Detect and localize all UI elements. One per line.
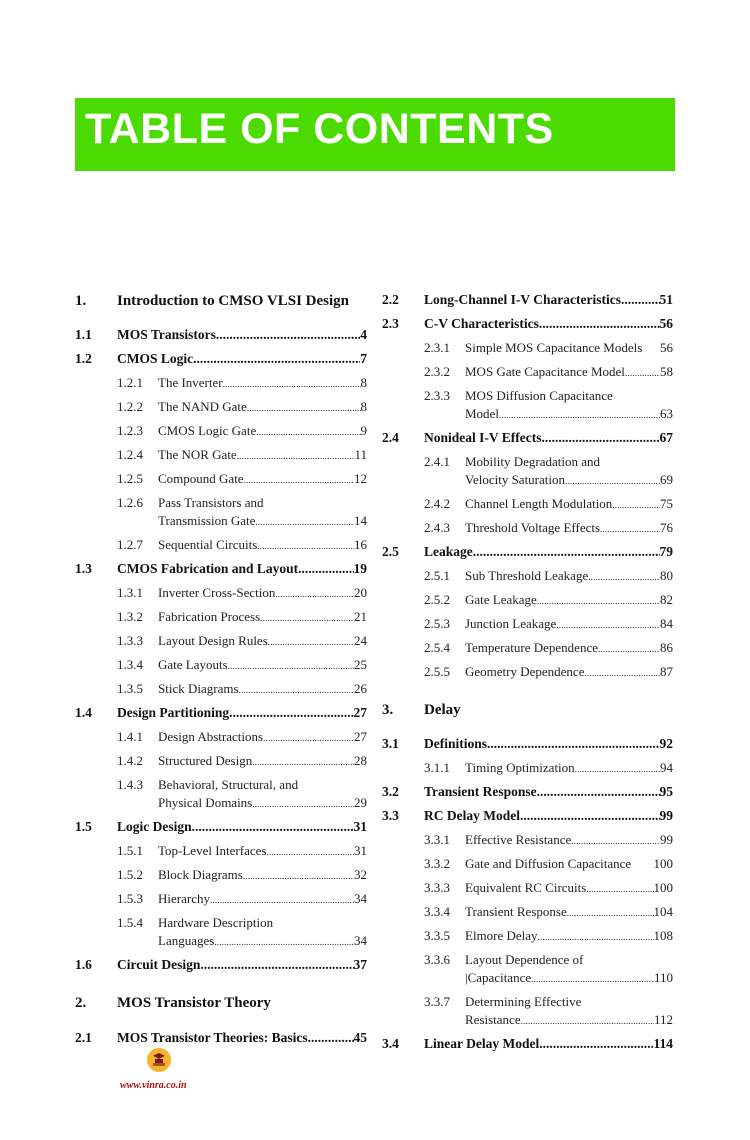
toc-entry-number: 1. bbox=[75, 293, 87, 309]
toc-entry-page: 79 bbox=[659, 544, 673, 559]
toc-entry-page: 104 bbox=[653, 904, 673, 919]
toc-entry-number: 2.3.2 bbox=[424, 364, 450, 379]
toc-entry-page: 51 bbox=[659, 292, 673, 307]
toc-entry-number: 1.3.4 bbox=[117, 657, 143, 672]
toc-entry-number: 1.5.4 bbox=[117, 915, 143, 930]
toc-entry-page: 28 bbox=[354, 753, 367, 768]
toc-entry-number: 1.2.3 bbox=[117, 423, 143, 438]
toc-entry-title: Structured Design bbox=[158, 753, 253, 768]
toc-entry-page: 27 bbox=[354, 729, 367, 744]
toc-entry-page: 112 bbox=[653, 1012, 673, 1027]
toc-entry-page: 12 bbox=[354, 471, 367, 486]
footer-url[interactable]: www.vinra.co.in bbox=[120, 1080, 187, 1091]
toc-entry-body bbox=[158, 728, 367, 746]
toc-entry-number: 1.2.2 bbox=[117, 399, 143, 414]
toc-entry-body bbox=[158, 842, 367, 860]
toc-entry-title: Hierarchy bbox=[158, 891, 210, 906]
toc-entry-number: 3. bbox=[382, 702, 394, 718]
toc-entry-body bbox=[465, 363, 673, 381]
toc-entry-title: Sub Threshold Leakage bbox=[465, 568, 589, 583]
toc-entry-title: Sequential Circuits bbox=[158, 537, 258, 552]
toc-entry-body bbox=[158, 470, 367, 488]
toc-entry-title: Hardware Description bbox=[158, 915, 274, 930]
dot-leader bbox=[556, 616, 660, 634]
dot-leader bbox=[538, 928, 654, 946]
toc-entry-number: 2.2 bbox=[382, 292, 399, 307]
toc-entry-page: 25 bbox=[354, 657, 367, 672]
toc-entry-page: 69 bbox=[660, 472, 673, 487]
dot-leader bbox=[586, 880, 653, 898]
toc-entry-title: Layout Dependence of bbox=[465, 952, 584, 967]
toc-entry-body bbox=[158, 608, 367, 626]
toc-entry-title: Simple MOS Capacitance Models bbox=[465, 340, 643, 355]
toc-entry-body bbox=[424, 429, 673, 447]
toc-entry-body bbox=[158, 446, 367, 464]
dot-leader bbox=[260, 609, 354, 627]
title-banner bbox=[75, 98, 675, 171]
toc-entry-number: 1.4 bbox=[75, 705, 92, 720]
toc-entry-body bbox=[117, 994, 367, 1012]
dot-leader bbox=[625, 364, 660, 382]
graduation-cap-icon bbox=[147, 1048, 171, 1072]
toc-entry-page: 4 bbox=[360, 327, 367, 342]
toc-entry-body bbox=[117, 350, 367, 368]
toc-entry-page: 92 bbox=[659, 736, 673, 751]
toc-entry-body bbox=[117, 704, 367, 722]
toc-entry-number: 2.1 bbox=[75, 1030, 92, 1045]
toc-entry-number: 2.5.2 bbox=[424, 592, 450, 607]
toc-entry-number: 1.2 bbox=[75, 351, 92, 366]
toc-entry-number: 1.2.1 bbox=[117, 375, 143, 390]
toc-entry-page: 27 bbox=[353, 705, 367, 720]
toc-entry-number: 1.3.2 bbox=[117, 609, 143, 624]
toc-entry-title: Long-Channel I-V Characteristics bbox=[424, 292, 621, 307]
dot-leader bbox=[565, 472, 660, 490]
toc-entry-body bbox=[158, 890, 367, 908]
toc-entry-body bbox=[465, 639, 673, 657]
toc-entry-body bbox=[465, 339, 673, 357]
toc-entry-page: 100 bbox=[653, 880, 673, 895]
toc-entry-page: 56 bbox=[660, 340, 673, 355]
toc-entry-title: Logic Design bbox=[117, 819, 192, 834]
toc-entry-page: 19 bbox=[353, 561, 367, 576]
toc-entry-number: 2.4.3 bbox=[424, 520, 450, 535]
toc-entry-number: 3.1 bbox=[382, 736, 399, 751]
toc-entry-title: Circuit Design bbox=[117, 957, 201, 972]
toc-entry-page: 108 bbox=[653, 928, 673, 943]
toc-entry-body bbox=[424, 807, 673, 825]
toc-entry-body bbox=[158, 866, 367, 884]
toc-entry-page: 58 bbox=[660, 364, 673, 379]
toc-entry-body bbox=[158, 494, 367, 530]
toc-entry-body bbox=[158, 536, 367, 554]
toc-entry-title: Introduction to CMSO VLSI Design bbox=[117, 293, 349, 309]
toc-entry-page: 56 bbox=[659, 316, 673, 331]
dot-leader bbox=[275, 585, 354, 603]
toc-entry-body bbox=[465, 855, 673, 873]
dot-leader bbox=[542, 429, 660, 447]
toc-entry-number: 2.4.2 bbox=[424, 496, 450, 511]
toc-entry-body bbox=[465, 831, 673, 849]
toc-entry-page: 31 bbox=[353, 819, 367, 834]
toc-entry-page: 21 bbox=[354, 609, 367, 624]
toc-entry-page: 34 bbox=[354, 891, 367, 906]
dot-leader bbox=[598, 640, 660, 658]
toc-entry-number: 2.5.5 bbox=[424, 664, 450, 679]
toc-entry-page: 24 bbox=[354, 633, 367, 648]
toc-entry-body bbox=[424, 783, 673, 801]
toc-entry-page: 45 bbox=[353, 1030, 367, 1045]
dot-leader bbox=[192, 818, 354, 836]
toc-entry-body bbox=[158, 374, 367, 392]
dot-leader bbox=[539, 1035, 653, 1053]
toc-entry-body bbox=[465, 567, 673, 585]
dot-leader bbox=[216, 326, 360, 344]
toc-entry-body bbox=[465, 615, 673, 633]
toc-entry-title: Channel Length Modulation bbox=[465, 496, 613, 511]
toc-entry-title: Velocity Saturation bbox=[465, 472, 566, 487]
toc-entry-number: 2.3.1 bbox=[424, 340, 450, 355]
toc-entry-title: Stick Diagrams bbox=[158, 681, 239, 696]
toc-entry-body bbox=[424, 701, 673, 719]
dot-leader bbox=[237, 447, 355, 465]
toc-entry-title: Fabrication Process bbox=[158, 609, 261, 624]
toc-entry-body bbox=[465, 759, 673, 777]
toc-entry-title: Block Diagrams bbox=[158, 867, 243, 882]
toc-entry-number: 2. bbox=[75, 995, 87, 1011]
toc-entry-page: 37 bbox=[353, 957, 367, 972]
toc-entry-title: Equivalent RC Circuits bbox=[465, 880, 587, 895]
toc-entry-title: Definitions bbox=[424, 736, 488, 751]
toc-entry-title: CMOS Logic Gate bbox=[158, 423, 257, 438]
toc-entry-number: 1.1 bbox=[75, 327, 92, 342]
toc-entry-title: Physical Domains bbox=[158, 795, 253, 810]
toc-entry-number: 1.4.1 bbox=[117, 729, 143, 744]
toc-entry-page: 7 bbox=[360, 351, 367, 366]
toc-entry-body bbox=[465, 903, 673, 921]
toc-entry-page: 63 bbox=[660, 406, 673, 421]
dot-leader bbox=[252, 795, 354, 813]
dot-leader bbox=[531, 970, 654, 988]
dot-leader bbox=[223, 375, 361, 393]
toc-entry-number: 2.5.1 bbox=[424, 568, 450, 583]
toc-entry-page: 82 bbox=[660, 592, 673, 607]
toc-entry-title: Model bbox=[465, 406, 499, 421]
toc-entry-number: 1.3.5 bbox=[117, 681, 143, 696]
toc-entry-number: 1.2.5 bbox=[117, 471, 143, 486]
toc-entry-page: 84 bbox=[660, 616, 673, 631]
toc-entry-page: 31 bbox=[354, 843, 367, 858]
toc-entry-body bbox=[424, 1035, 673, 1053]
toc-entry-title: Nonideal I-V Effects bbox=[424, 430, 542, 445]
toc-entry-number: 1.2.7 bbox=[117, 537, 143, 552]
toc-entry-number: 1.5.1 bbox=[117, 843, 143, 858]
toc-entry-body bbox=[158, 914, 367, 950]
toc-entry-title: Timing Optimization bbox=[465, 760, 575, 775]
toc-entry-title: Transmission Gate bbox=[158, 513, 256, 528]
dot-leader bbox=[239, 681, 354, 699]
dot-leader bbox=[266, 843, 354, 861]
toc-entry-page: 29 bbox=[354, 795, 367, 810]
dot-leader bbox=[521, 1012, 654, 1030]
toc-entry-title: MOS Transistor Theory bbox=[117, 995, 271, 1011]
toc-entry-title: Mobility Degradation and bbox=[465, 454, 601, 469]
toc-entry-title: MOS Transistors bbox=[117, 327, 216, 342]
dot-leader bbox=[257, 537, 354, 555]
toc-entry-body bbox=[465, 453, 673, 489]
toc-entry-body bbox=[465, 951, 673, 987]
toc-entry-title: Design Partitioning bbox=[117, 705, 230, 720]
toc-entry-number: 2.5 bbox=[382, 544, 399, 559]
toc-entry-page: 86 bbox=[660, 640, 673, 655]
toc-entry-title: Languages bbox=[158, 933, 215, 948]
dot-leader bbox=[193, 350, 360, 368]
dot-leader bbox=[252, 753, 354, 771]
toc-entry-number: 1.2.4 bbox=[117, 447, 143, 462]
toc-entry-page: 100 bbox=[653, 856, 673, 871]
toc-entry-number: 3.3.2 bbox=[424, 856, 450, 871]
toc-entry-body bbox=[158, 776, 367, 812]
toc-entry-title: The NAND Gate bbox=[158, 399, 247, 414]
toc-entry-page: 75 bbox=[660, 496, 673, 511]
dot-leader bbox=[584, 664, 660, 682]
toc-entry-body bbox=[117, 956, 367, 974]
dot-leader bbox=[537, 783, 660, 801]
toc-entry-title: Junction Leakage bbox=[465, 616, 557, 631]
toc-entry-number: 2.4 bbox=[382, 430, 399, 445]
toc-entry-number: 3.3.5 bbox=[424, 928, 450, 943]
toc-entry-number: 3.3 bbox=[382, 808, 399, 823]
toc-entry-number: 3.2 bbox=[382, 784, 399, 799]
toc-entry-body bbox=[158, 584, 367, 602]
toc-entry-title: Effective Resistance bbox=[465, 832, 572, 847]
dot-leader bbox=[255, 513, 354, 531]
toc-entry-number: 1.6 bbox=[75, 957, 92, 972]
toc-entry-body bbox=[465, 591, 673, 609]
toc-entry-page: 11 bbox=[354, 447, 367, 462]
toc-entry-page: 114 bbox=[653, 1036, 673, 1051]
toc-entry-body bbox=[465, 519, 673, 537]
dot-leader bbox=[244, 471, 354, 489]
dot-leader bbox=[200, 956, 353, 974]
toc-entry-body bbox=[465, 993, 673, 1029]
dot-leader bbox=[228, 657, 354, 675]
toc-entry-body bbox=[465, 495, 673, 513]
toc-entry-body bbox=[158, 656, 367, 674]
toc-entry-body bbox=[117, 818, 367, 836]
toc-entry-body bbox=[465, 387, 673, 423]
toc-entry-page: 95 bbox=[659, 784, 673, 799]
toc-entry-title: MOS Transistor Theories: Basics bbox=[117, 1030, 308, 1045]
toc-entry-title: Inverter Cross-Section bbox=[158, 585, 276, 600]
toc-entry-title: MOS Diffusion Capacitance bbox=[465, 388, 613, 403]
toc-entry-page: 67 bbox=[659, 430, 673, 445]
dot-leader bbox=[256, 423, 360, 441]
toc-entry-page: 26 bbox=[354, 681, 367, 696]
toc-entry-page: 76 bbox=[660, 520, 673, 535]
dot-leader bbox=[612, 496, 660, 514]
toc-entry-body bbox=[117, 326, 367, 344]
toc-entry-page: 99 bbox=[659, 808, 673, 823]
dot-leader bbox=[473, 543, 660, 561]
toc-entry-number: 3.3.7 bbox=[424, 994, 450, 1009]
dot-leader bbox=[520, 807, 660, 825]
toc-entry-page: 8 bbox=[360, 375, 367, 390]
toc-entry-number: 2.5.3 bbox=[424, 616, 450, 631]
toc-entry-page: 110 bbox=[653, 970, 673, 985]
toc-entry-title: Delay bbox=[424, 702, 461, 718]
toc-entry-number: 1.3.1 bbox=[117, 585, 143, 600]
toc-entry-title: Threshold Voltage Effects bbox=[465, 520, 601, 535]
toc-entry-title: CMOS Logic bbox=[117, 351, 194, 366]
toc-entry-page: 8 bbox=[360, 399, 367, 414]
toc-entry-title: Gate and Diffusion Capacitance bbox=[465, 856, 632, 871]
toc-entry-title: The NOR Gate bbox=[158, 447, 237, 462]
toc-entry-number: 1.2.6 bbox=[117, 495, 143, 510]
toc-entry-number: 3.3.6 bbox=[424, 952, 450, 967]
dot-leader bbox=[567, 904, 654, 922]
dot-leader bbox=[621, 291, 660, 309]
toc-entry-body bbox=[424, 543, 673, 561]
toc-entry-title: C-V Characteristics bbox=[424, 316, 539, 331]
dot-leader bbox=[487, 735, 659, 753]
toc-entry-number: 1.4.2 bbox=[117, 753, 143, 768]
toc-entry-title: Behavioral, Structural, and bbox=[158, 777, 299, 792]
toc-entry-page: 14 bbox=[354, 513, 367, 528]
toc-entry-title: Pass Transistors and bbox=[158, 495, 264, 510]
toc-entry-title: Elmore Delay bbox=[465, 928, 538, 943]
toc-entry-body bbox=[158, 398, 367, 416]
toc-entry-number: 1.5 bbox=[75, 819, 92, 834]
toc-entry-number: 1.4.3 bbox=[117, 777, 143, 792]
toc-entry-body bbox=[424, 291, 673, 309]
toc-entry-title: MOS Gate Capacitance Model bbox=[465, 364, 625, 379]
toc-entry-title: Leakage bbox=[424, 544, 473, 559]
toc-entry-number: 3.4 bbox=[382, 1036, 399, 1051]
toc-entry-number: 3.3.1 bbox=[424, 832, 450, 847]
toc-entry-body bbox=[158, 422, 367, 440]
toc-entry-title: Temperature Dependence bbox=[465, 640, 598, 655]
toc-entry-body bbox=[465, 879, 673, 897]
dot-leader bbox=[537, 592, 660, 610]
toc-entry-title: Compound Gate bbox=[158, 471, 244, 486]
toc-entry-body bbox=[158, 752, 367, 770]
toc-entry-title: Gate Layouts bbox=[158, 657, 228, 672]
toc-entry-body bbox=[424, 735, 673, 753]
page-title: TABLE OF CONTENTS bbox=[85, 105, 554, 153]
toc-entry-number: 2.3.3 bbox=[424, 388, 450, 403]
toc-entry-page: 20 bbox=[354, 585, 367, 600]
dot-leader bbox=[298, 560, 353, 578]
toc-entry-title: Design Abstractions bbox=[158, 729, 264, 744]
toc-entry-title: Transient Response bbox=[465, 904, 567, 919]
toc-entry-page: 99 bbox=[660, 832, 673, 847]
dot-leader bbox=[588, 568, 660, 586]
toc-entry-body bbox=[117, 560, 367, 578]
toc-entry-page: 32 bbox=[354, 867, 367, 882]
toc-entry-page: 94 bbox=[660, 760, 673, 775]
toc-entry-number: 3.3.4 bbox=[424, 904, 450, 919]
toc-entry-title: CMOS Fabrication and Layout bbox=[117, 561, 299, 576]
toc-entry-body bbox=[465, 663, 673, 681]
toc-entry-body bbox=[465, 927, 673, 945]
dot-leader bbox=[263, 729, 354, 747]
toc-entry-number: 2.5.4 bbox=[424, 640, 450, 655]
toc-entry-page: 9 bbox=[360, 423, 367, 438]
toc-entry-page: 16 bbox=[354, 537, 367, 552]
toc-entry-number: 1.5.3 bbox=[117, 891, 143, 906]
dot-leader bbox=[539, 315, 660, 333]
toc-entry-page: 87 bbox=[660, 664, 673, 679]
toc-entry-page: 80 bbox=[660, 568, 673, 583]
toc-entry-body bbox=[117, 1029, 367, 1047]
toc-entry-title: Linear Delay Model bbox=[424, 1036, 540, 1051]
dot-leader bbox=[214, 933, 354, 951]
toc-entry-title: RC Delay Model bbox=[424, 808, 520, 823]
toc-entry-title: Geometry Dependence bbox=[465, 664, 585, 679]
dot-leader bbox=[247, 399, 361, 417]
toc-entry-body bbox=[117, 292, 367, 310]
toc-entry-number: 1.3.3 bbox=[117, 633, 143, 648]
toc-entry-number: 2.3 bbox=[382, 316, 399, 331]
dot-leader bbox=[499, 406, 660, 424]
dot-leader bbox=[243, 867, 354, 885]
toc-entry-title: Gate Leakage bbox=[465, 592, 537, 607]
toc-entry-title: Resistance bbox=[465, 1012, 521, 1027]
dot-leader bbox=[268, 633, 354, 651]
toc-entry-title: |Capacitance bbox=[465, 970, 532, 985]
toc-entry-number: 3.1.1 bbox=[424, 760, 450, 775]
toc-entry-title: Transient Response bbox=[424, 784, 537, 799]
toc-entry-body bbox=[158, 632, 367, 650]
toc-entry-page: 34 bbox=[354, 933, 367, 948]
toc-entry-title: Top-Level Interfaces bbox=[158, 843, 267, 858]
dot-leader bbox=[308, 1029, 354, 1047]
toc-entry-body bbox=[424, 315, 673, 333]
dot-leader bbox=[575, 760, 660, 778]
toc-entry-number: 1.3 bbox=[75, 561, 92, 576]
toc-entry-title: Determining Effective bbox=[465, 994, 582, 1009]
toc-entry-body bbox=[158, 680, 367, 698]
dot-leader bbox=[600, 520, 660, 538]
toc-entry-title: The Inverter bbox=[158, 375, 223, 390]
dot-leader bbox=[571, 832, 660, 850]
toc-entry-number: 2.4.1 bbox=[424, 454, 450, 469]
toc-entry-number: 3.3.3 bbox=[424, 880, 450, 895]
dot-leader bbox=[210, 891, 354, 909]
toc-entry-title: Layout Design Rules bbox=[158, 633, 268, 648]
dot-leader bbox=[229, 704, 353, 722]
toc-entry-number: 1.5.2 bbox=[117, 867, 143, 882]
